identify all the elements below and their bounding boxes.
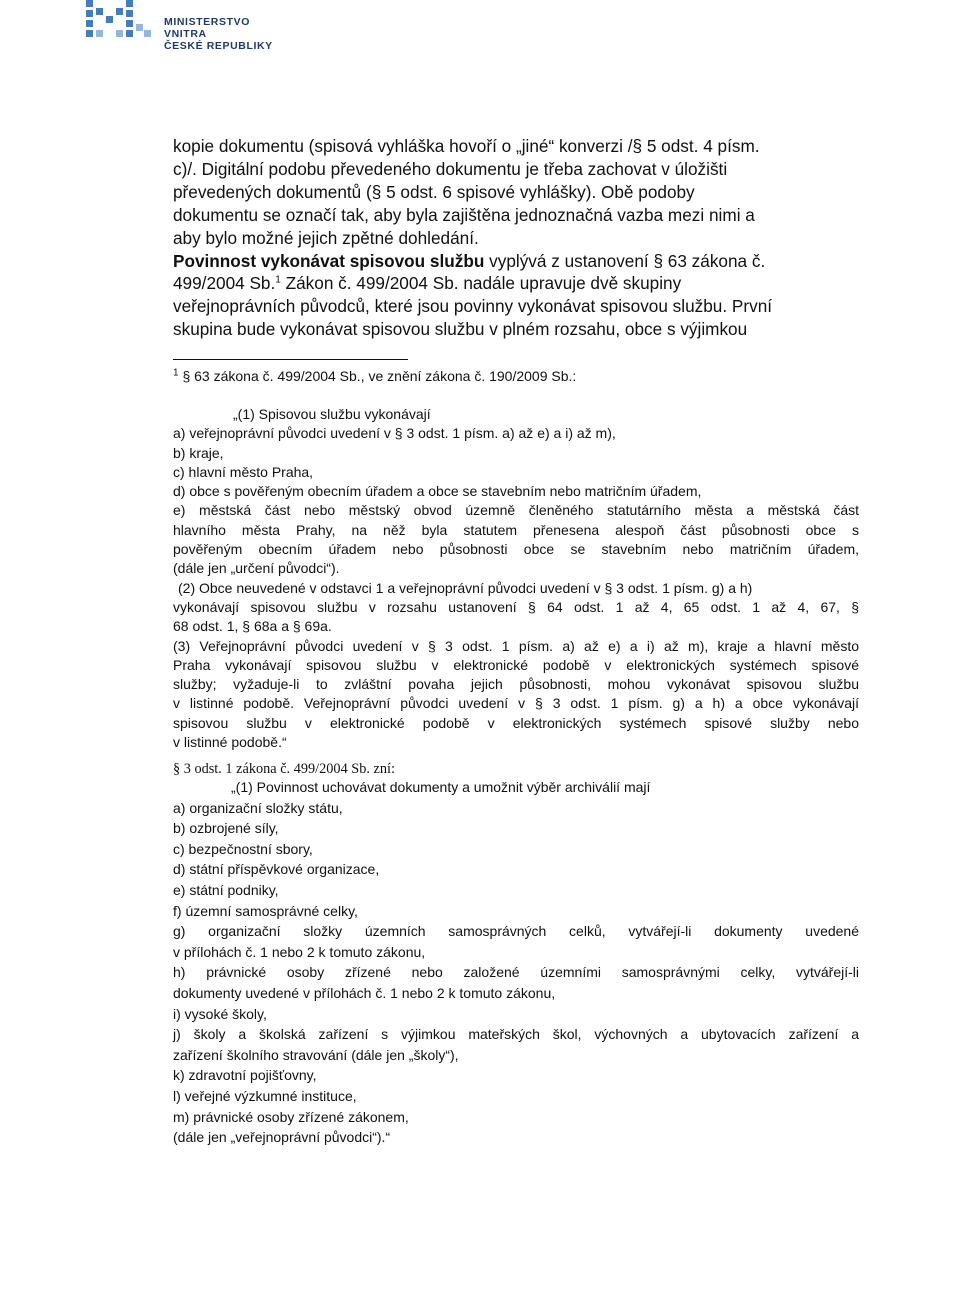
fn2-line-14: k) zdravotní pojišťovny, <box>173 1067 317 1084</box>
fn2-line-2: b) ozbrojené síly, <box>173 820 279 837</box>
footnote-separator <box>173 359 408 360</box>
fn1-line-13: Praha vykonávají spisovou službu v elektronické podobě v elektronických systémech spisové <box>173 656 859 673</box>
fn2-line-8: v přílohách č. 1 nebo 2 k tomuto zákonu, <box>173 943 426 960</box>
fn1-line-11: 68 odst. 1, § 68a a § 69a. <box>173 618 332 635</box>
p2-line-4: skupina bude vykonávat spisovou službu v plném rozsahu, obce s výjimkou <box>173 319 748 340</box>
fn1-line-7: pověřeným obecním úřadem nebo působnosti obce se stavebním nebo matričním úřadem, <box>173 541 859 558</box>
footnote-2-body <box>173 777 859 1148</box>
footnote-2-reference: § 3 odst. 1 zákona č. 499/2004 Sb. zní: <box>173 761 395 777</box>
p1-line-4: dokumentu se označí tak, aby byla zajištěna jednoznačná vazba mezi nimi a <box>173 204 755 225</box>
fn1-line-10: vykonávají spisovou službu v rozsahu ustanovení § 64 odst. 1 až 4, 65 odst. 1 až 4, 67, § <box>173 598 859 615</box>
fn2-line-3: c) bezpečnostní sbory, <box>173 840 313 857</box>
fn1-line-14: služby; vyžaduje-li to zvláštní povaha jejich působnosti, mohou vykonávat spisovou službu <box>173 676 859 693</box>
fn2-line-17: (dále jen „veřejnoprávní původci“).“ <box>173 1129 391 1146</box>
paragraph-1 <box>173 135 863 250</box>
p2-line-2-rest: Zákon č. 499/2004 Sb. nadále upravuje dvě skupiny <box>280 273 682 294</box>
fn1-line-15: v listinné podobě. Veřejnoprávní původci uvedení v § 3 odst. 1 písm. g) a h) a obce vykonávají <box>173 695 859 712</box>
org-line-2: ČESKÉ REPUBLIKY <box>164 40 273 52</box>
p1-line-1: kopie dokumentu (spisová vyhláška hovoří o „jiné“ konverzi /§ 5 odst. 4 písm. <box>173 136 760 156</box>
ministry-name <box>164 16 296 52</box>
fn1-line-2: b) kraje, <box>173 444 224 461</box>
fn2-line-0: „(1) Povinnost uchovávat dokumenty a umožnit výběr archiválií mají <box>231 779 651 795</box>
fn1-line-9: (2) Obce neuvedené v odstavci 1 a veřejnoprávní původci uvedení v § 3 odst. 1 písm. g) a h) <box>178 579 753 596</box>
fn1-line-4: d) obce s pověřeným obecním úřadem a obce se stavebním nebo matričním úřadem, <box>173 483 702 500</box>
fn1-line-6: hlavního města Prahy, na něž byla statutem přenesena alespoň část působnosti obce s <box>173 521 859 538</box>
fn1-line-8: (dále jen „určení původci“). <box>173 560 340 577</box>
fn2-line-12: j) školy a školská zařízení s výjimkou mateřských škol, výchovných a ubytovacích zařízení a <box>173 1026 859 1043</box>
org-line-1: MINISTERSTVO VNITRA <box>164 16 250 40</box>
fn1-line-1: a) veřejnoprávní původci uvedení v § 3 odst. 1 písm. a) až e) a i) až m), <box>173 425 616 442</box>
fn1-line-0: „(1) Spisovou službu vykonávají <box>233 406 431 422</box>
fn2-line-6: f) územní samosprávné celky, <box>173 902 358 919</box>
footnote-1-ref: § 63 zákona č. 499/2004 Sb., ve znění zákona č. 190/2009 Sb.: <box>178 368 577 384</box>
p2-line-2: 499/2004 Sb. <box>173 273 276 294</box>
fn1-line-12: (3) Veřejnoprávní původci uvedení v § 3 odst. 1 písm. a) až e) a i) až m), kraje a hlavní město <box>173 637 859 654</box>
footnote-marker[interactable]: 1 <box>275 274 281 286</box>
fn2-line-16: m) právnické osoby zřízené zákonem, <box>173 1108 409 1125</box>
fn2-line-10: dokumenty uvedené v přílohách č. 1 nebo 2 k tomuto zákonu, <box>173 984 556 1001</box>
p1-line-2: c)/. Digitální podobu převedeného dokumentu je třeba zachovat v úložišti <box>173 158 728 179</box>
fn2-line-4: d) státní příspěvkové organizace, <box>173 861 380 878</box>
fn1-line-5: e) městská část nebo městský obvod územně členěného statutárního města a městská část <box>173 502 859 519</box>
ministry-logo-squares-icon <box>86 0 156 46</box>
footnote-1-body <box>173 405 859 752</box>
p2-line-3: veřejnoprávních původců, které jsou povinny vykonávat spisovou službu. První <box>173 296 773 317</box>
fn2-line-5: e) státní podniky, <box>173 881 279 898</box>
paragraph-2 <box>173 250 863 342</box>
p1-line-5: aby bylo možné jejich zpětné dohledání. <box>173 227 479 248</box>
fn2-line-11: i) vysoké školy, <box>173 1005 267 1022</box>
p2-bold: Povinnost vykonávat spisovou službu <box>173 250 485 271</box>
ministry-logo <box>86 0 296 52</box>
p1-line-3: převedených dokumentů (§ 5 odst. 6 spisové vyhlášky). Obě podoby <box>173 181 695 202</box>
fn1-line-3: c) hlavní město Praha, <box>173 463 314 480</box>
p2-rest: vyplývá z ustanovení § 63 zákona č. <box>484 250 766 271</box>
fn1-line-17: v listinné podobě.“ <box>173 734 287 751</box>
footnote-1-reference <box>173 368 576 384</box>
footnote-1-marker: 1 <box>173 367 179 379</box>
fn2-line-1: a) organizační složky státu, <box>173 799 343 816</box>
main-body-text <box>173 135 863 341</box>
fn2-line-13: zařízení školního stravování (dále jen „školy“), <box>173 1046 459 1063</box>
fn1-line-16: spisovou službu v elektronické podobě v elektronických systémech spisové služby nebo <box>173 714 859 731</box>
fn2-line-15: l) veřejné výzkumné instituce, <box>173 1087 357 1104</box>
fn2-line-9: h) právnické osoby zřízené nebo založené územními samosprávnými celky, vytvářejí-li <box>173 964 859 981</box>
fn2-line-7: g) organizační složky územních samosprávných celků, vytvářejí-li dokumenty uvedené <box>173 923 859 940</box>
